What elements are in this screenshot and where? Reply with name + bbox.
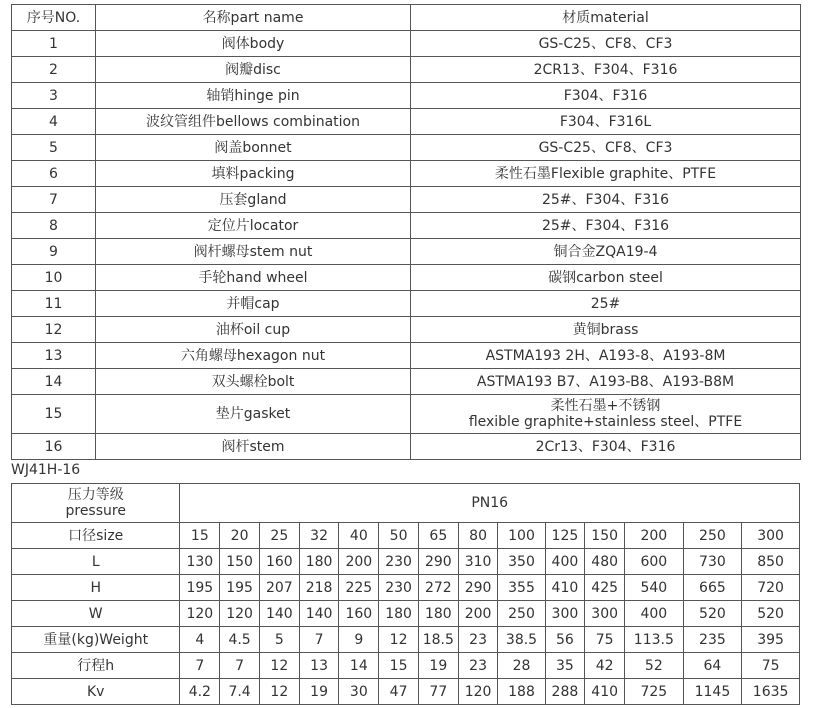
dims-value-cell: 50 [379, 523, 419, 549]
part-no: 3 [12, 83, 96, 109]
dims-value-cell: 288 [545, 679, 585, 705]
dims-value-cell: 230 [379, 575, 419, 601]
dims-value-cell: 140 [259, 601, 299, 627]
part-name: 阀体body [96, 31, 411, 57]
part-material: 柔性石墨Flexible graphite、PTFE [411, 161, 801, 187]
dims-value-cell: 235 [683, 627, 742, 653]
part-material: F304、F316 [411, 83, 801, 109]
part-name: 轴销hinge pin [96, 83, 411, 109]
dims-value-cell: 195 [180, 575, 220, 601]
dims-value-cell: 520 [742, 601, 800, 627]
dims-value-cell: 195 [220, 575, 260, 601]
dims-row-label: H [12, 575, 180, 601]
dims-value-cell: 180 [379, 601, 419, 627]
dims-value-cell: 64 [683, 653, 742, 679]
parts-row [12, 239, 801, 265]
parts-row [12, 291, 801, 317]
parts-table [11, 4, 801, 460]
model-label: WJ41H-16 [11, 462, 81, 478]
dims-row [12, 653, 800, 679]
dims-value-cell: 5 [259, 627, 299, 653]
part-material: GS-C25、CF8、CF3 [411, 31, 801, 57]
dims-value-cell: 160 [259, 549, 299, 575]
dims-value-cell: 52 [625, 653, 684, 679]
dims-value-cell: 350 [498, 549, 545, 575]
dims-value-cell: 12 [259, 653, 299, 679]
dims-value-cell: 80 [458, 523, 498, 549]
dims-value-cell: 520 [683, 601, 742, 627]
part-no: 13 [12, 343, 96, 369]
parts-row [12, 161, 801, 187]
part-material: F304、F316L [411, 109, 801, 135]
dims-value-cell: 23 [458, 627, 498, 653]
dims-value-cell: 250 [498, 601, 545, 627]
part-name: 并帽cap [96, 291, 411, 317]
dims-value-cell: 7 [180, 653, 220, 679]
part-material: 25# [411, 291, 801, 317]
part-no: 2 [12, 57, 96, 83]
part-no: 4 [12, 109, 96, 135]
dims-value-cell: 12 [259, 679, 299, 705]
pressure-label-en: pressure [65, 503, 126, 519]
dims-row [12, 523, 800, 549]
part-name: 波纹管组件bellows combination [96, 109, 411, 135]
dims-value-cell: 100 [498, 523, 545, 549]
dims-value-cell: 15 [379, 653, 419, 679]
dims-value-cell: 188 [498, 679, 545, 705]
dims-value-cell: 1635 [742, 679, 800, 705]
part-no: 1 [12, 31, 96, 57]
part-material-line1: 柔性石墨+不锈钢 [550, 398, 661, 414]
dims-value-cell: 56 [545, 627, 585, 653]
dimensions-table-body [12, 484, 800, 705]
part-material: ASTMA193 2H、A193-8、A193-8M [411, 343, 801, 369]
part-name: 双头螺栓bolt [96, 369, 411, 395]
dims-value-cell: 200 [339, 549, 379, 575]
dims-value-cell: 19 [418, 653, 458, 679]
dimensions-table [11, 483, 800, 705]
dims-value-cell: 410 [545, 575, 585, 601]
dims-row [12, 627, 800, 653]
parts-row [12, 265, 801, 291]
dims-row-label: W [12, 601, 180, 627]
parts-row [12, 213, 801, 239]
parts-row [12, 109, 801, 135]
part-no: 10 [12, 265, 96, 291]
dims-value-cell: 7.4 [220, 679, 260, 705]
dims-value-cell: 120 [220, 601, 260, 627]
dims-value-cell: 665 [683, 575, 742, 601]
part-material: 碳钢carbon steel [411, 265, 801, 291]
dims-value-cell: 310 [458, 549, 498, 575]
dims-value-cell: 4.2 [180, 679, 220, 705]
parts-row [12, 31, 801, 57]
dims-value-cell: 300 [545, 601, 585, 627]
dims-value-cell: 160 [339, 601, 379, 627]
dims-value-cell: 4.5 [220, 627, 260, 653]
parts-row [12, 187, 801, 213]
part-name: 填料packing [96, 161, 411, 187]
part-no: 11 [12, 291, 96, 317]
dims-value-cell: 250 [683, 523, 742, 549]
parts-row [12, 395, 801, 434]
dims-value-cell: 40 [339, 523, 379, 549]
dims-value-cell: 75 [585, 627, 625, 653]
dims-value-cell: 725 [625, 679, 684, 705]
part-material: 2Cr13、F304、F316 [411, 434, 801, 460]
parts-row [12, 317, 801, 343]
dims-value-cell: 32 [299, 523, 339, 549]
dims-row-label: 重量(kg)Weight [12, 627, 180, 653]
dims-value-cell: 290 [458, 575, 498, 601]
part-no: 15 [12, 395, 96, 434]
part-no: 16 [12, 434, 96, 460]
part-name: 手轮hand wheel [96, 265, 411, 291]
dims-value-cell: 300 [585, 601, 625, 627]
dims-value-cell: 75 [742, 653, 800, 679]
dims-value-cell: 38.5 [498, 627, 545, 653]
dims-value-cell: 400 [545, 549, 585, 575]
dims-value-cell: 18.5 [418, 627, 458, 653]
header-part-name: 名称part name [96, 5, 411, 31]
dims-value-cell: 23 [458, 653, 498, 679]
parts-table-body [12, 5, 801, 460]
dims-value-cell: 300 [742, 523, 800, 549]
dims-row-label: 行程h [12, 653, 180, 679]
dims-value-cell: 25 [259, 523, 299, 549]
parts-row [12, 369, 801, 395]
dims-value-cell: 13 [299, 653, 339, 679]
dims-value-cell: 225 [339, 575, 379, 601]
dims-value-cell: 218 [299, 575, 339, 601]
dims-value-cell: 30 [339, 679, 379, 705]
dims-row [12, 549, 800, 575]
pressure-label-cell [12, 484, 180, 523]
part-material-line2: flexible graphite+stainless steel、PTFE [468, 414, 743, 430]
dims-value-cell: 47 [379, 679, 419, 705]
part-material: 25#、F304、F316 [411, 213, 801, 239]
dims-value-cell: 1145 [683, 679, 742, 705]
part-name: 阀杆螺母stem nut [96, 239, 411, 265]
part-name: 阀盖bonnet [96, 135, 411, 161]
part-no: 7 [12, 187, 96, 213]
part-no: 6 [12, 161, 96, 187]
dims-value-cell: 9 [339, 627, 379, 653]
part-material [411, 395, 801, 434]
dims-value-cell: 410 [585, 679, 625, 705]
dims-value-cell: 425 [585, 575, 625, 601]
dims-value-cell: 180 [418, 601, 458, 627]
dims-value-cell: 35 [545, 653, 585, 679]
dims-row-label: L [12, 549, 180, 575]
parts-row [12, 83, 801, 109]
part-material: 黄铜brass [411, 317, 801, 343]
dims-row [12, 601, 800, 627]
part-no: 12 [12, 317, 96, 343]
dims-value-cell: 180 [299, 549, 339, 575]
dims-value-cell: 600 [625, 549, 684, 575]
dims-value-cell: 120 [180, 601, 220, 627]
dims-value-cell: 355 [498, 575, 545, 601]
part-material: 2CR13、F304、F316 [411, 57, 801, 83]
dims-value-cell: 150 [585, 523, 625, 549]
dims-value-cell: 65 [418, 523, 458, 549]
dims-value-cell: 7 [299, 627, 339, 653]
dims-value-cell: 150 [220, 549, 260, 575]
dims-value-cell: 230 [379, 549, 419, 575]
dims-value-cell: 730 [683, 549, 742, 575]
dims-value-cell: 15 [180, 523, 220, 549]
dims-value-cell: 272 [418, 575, 458, 601]
dims-value-cell: 720 [742, 575, 800, 601]
parts-row [12, 135, 801, 161]
dims-value-cell: 28 [498, 653, 545, 679]
dims-value-cell: 395 [742, 627, 800, 653]
dims-value-cell: 4 [180, 627, 220, 653]
dims-row [12, 575, 800, 601]
part-no: 5 [12, 135, 96, 161]
part-no: 8 [12, 213, 96, 239]
parts-row [12, 434, 801, 460]
dims-row-label: 口径size [12, 523, 180, 549]
dims-value-cell: 7 [220, 653, 260, 679]
part-material: GS-C25、CF8、CF3 [411, 135, 801, 161]
pressure-header-row [12, 484, 800, 523]
pressure-class: PN16 [180, 484, 800, 523]
header-material: 材质material [411, 5, 801, 31]
dims-row [12, 679, 800, 705]
dims-value-cell: 77 [418, 679, 458, 705]
dims-value-cell: 480 [585, 549, 625, 575]
dims-value-cell: 200 [625, 523, 684, 549]
part-name: 阀杆stem [96, 434, 411, 460]
dims-value-cell: 113.5 [625, 627, 684, 653]
dims-row-label: Kv [12, 679, 180, 705]
part-name: 阀瓣disc [96, 57, 411, 83]
part-no: 14 [12, 369, 96, 395]
dims-value-cell: 400 [625, 601, 684, 627]
dims-value-cell: 140 [299, 601, 339, 627]
parts-row [12, 343, 801, 369]
dims-value-cell: 200 [458, 601, 498, 627]
dims-value-cell: 850 [742, 549, 800, 575]
part-no: 9 [12, 239, 96, 265]
part-name: 六角螺母hexagon nut [96, 343, 411, 369]
pressure-label-cn: 压力等级 [67, 487, 124, 503]
part-material: ASTMA193 B7、A193-B8、A193-B8M [411, 369, 801, 395]
dims-value-cell: 290 [418, 549, 458, 575]
dims-value-cell: 42 [585, 653, 625, 679]
dims-value-cell: 19 [299, 679, 339, 705]
dims-value-cell: 120 [458, 679, 498, 705]
header-no: 序号NO. [12, 5, 96, 31]
dims-value-cell: 14 [339, 653, 379, 679]
dims-value-cell: 130 [180, 549, 220, 575]
part-name: 压套gland [96, 187, 411, 213]
dims-value-cell: 125 [545, 523, 585, 549]
parts-header-row [12, 5, 801, 31]
part-name: 油杯oil cup [96, 317, 411, 343]
part-material: 铜合金ZQA19-4 [411, 239, 801, 265]
part-name: 定位片locator [96, 213, 411, 239]
dims-value-cell: 207 [259, 575, 299, 601]
part-material: 25#、F304、F316 [411, 187, 801, 213]
part-name: 垫片gasket [96, 395, 411, 434]
dims-value-cell: 540 [625, 575, 684, 601]
parts-row [12, 57, 801, 83]
dims-value-cell: 12 [379, 627, 419, 653]
dims-value-cell: 20 [220, 523, 260, 549]
